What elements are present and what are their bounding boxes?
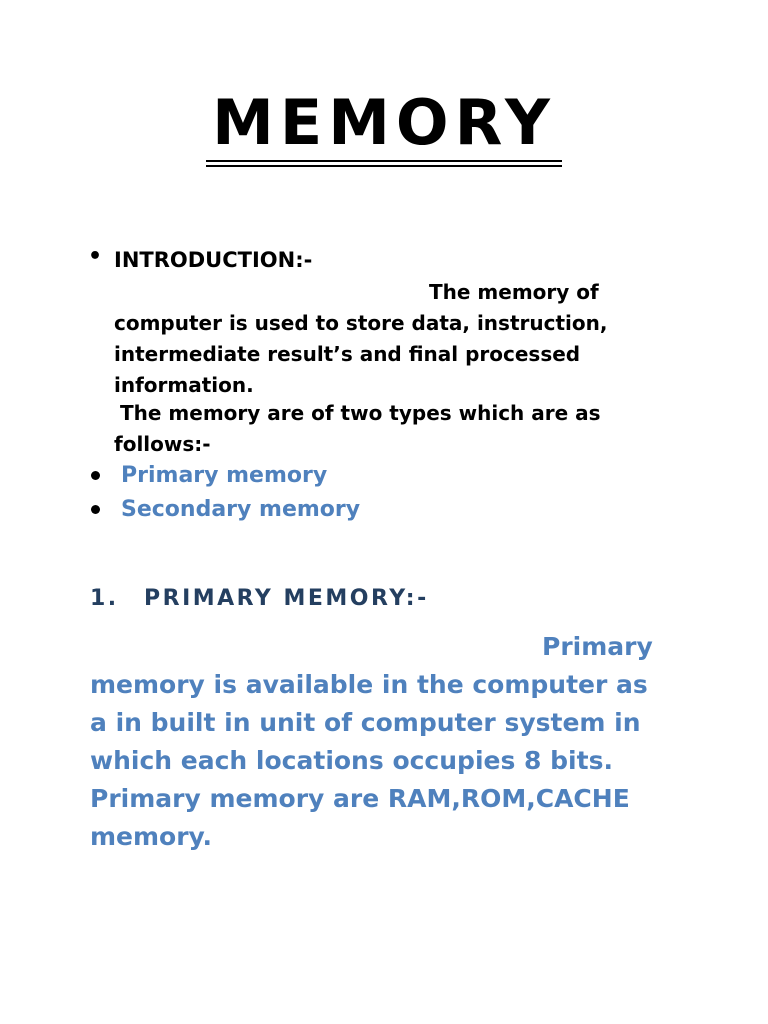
intro-paragraph: The memory of computer is used to store data, instruction, intermediate result’s and final processed information.: [114, 280, 608, 397]
bullet-icon: [91, 505, 100, 514]
section-title: PRIMARY MEMORY:-: [144, 586, 429, 611]
section-paragraph: Primary memory is available in the computer as a in built in unit of computer system in which each locations occupies 8 bits. Primary memory are RAM,ROM,CACHE memory.: [90, 632, 653, 851]
list-item: [88, 492, 360, 526]
section-number: 1.: [90, 586, 119, 611]
list-item: [88, 458, 360, 492]
bullet-icon: [91, 471, 100, 480]
title-block: [0, 86, 768, 167]
section-heading: [90, 586, 429, 611]
types-sentence: The memory are of two types which are as follows:-: [114, 401, 601, 456]
intro-heading: INTRODUCTION:-: [114, 248, 313, 272]
bullet-icon: •: [88, 244, 103, 269]
memory-type-label: Secondary memory: [121, 496, 361, 522]
document-title: MEMORY: [206, 92, 562, 167]
memory-type-label: Primary memory: [121, 462, 328, 488]
memory-types-list: [88, 458, 360, 526]
